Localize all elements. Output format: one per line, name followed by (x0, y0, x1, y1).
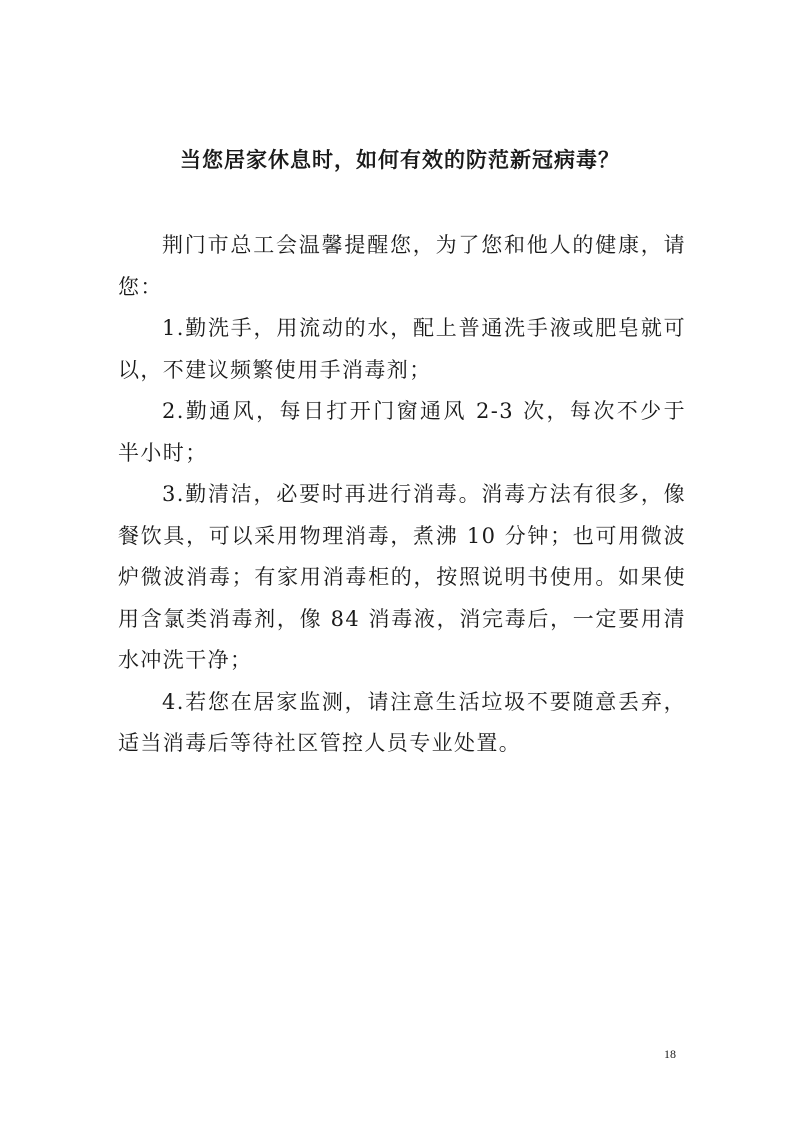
item-paragraph-4: 4.若您在居家监测，请注意生活垃圾不要随意丢弃，适当消毒后等待社区管控人员专业处置。 (118, 689, 686, 755)
page-number: 18 (664, 1047, 676, 1061)
document-body (118, 225, 686, 765)
intro-paragraph: 荆门市总工会温馨提醒您，为了您和他人的健康，请您： (118, 233, 686, 299)
item-paragraph-3: 3.勤清洁，必要时再进行消毒。消毒方法有很多，像餐饮具，可以采用物理消毒，煮沸 10 分钟；也可用微波炉微波消毒；有家用消毒柜的，按照说明书使用。如果使用含氯类消毒剂，像 84 消毒液，消完毒后，一定要用清水冲洗干净； (118, 482, 686, 672)
item-paragraph-1: 1.勤洗手，用流动的水，配上普通洗手液或肥皂就可以，不建议频繁使用手消毒剂； (118, 316, 686, 382)
item-paragraph-2: 2.勤通风，每日打开门窗通风 2-3 次，每次不少于半小时； (118, 399, 686, 465)
document-title: 当您居家休息时，如何有效的防范新冠病毒？ (180, 148, 620, 172)
